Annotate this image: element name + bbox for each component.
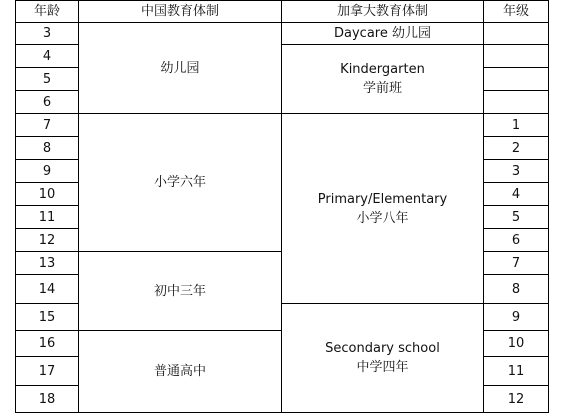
grade-cell bbox=[484, 45, 549, 68]
grade-cell: 3 bbox=[484, 160, 549, 183]
age-cell: 7 bbox=[16, 114, 79, 137]
grade-cell: 10 bbox=[484, 331, 549, 357]
education-system-table bbox=[15, 0, 549, 413]
canada-primary-cn: 小学八年 bbox=[356, 210, 409, 226]
age-cell: 18 bbox=[16, 386, 79, 413]
age-cell: 5 bbox=[16, 68, 79, 91]
canada-secondary-cn: 中学四年 bbox=[356, 360, 409, 375]
age-cell: 6 bbox=[16, 91, 79, 114]
canada-daycare-label: Daycare 幼儿园 bbox=[334, 26, 431, 41]
canada-kindergarten-cell bbox=[282, 45, 484, 114]
china-junior-cell bbox=[79, 252, 282, 331]
china-senior-cell bbox=[79, 331, 282, 413]
grade-cell: 11 bbox=[484, 357, 549, 386]
age-cell: 4 bbox=[16, 45, 79, 68]
grade-cell: 6 bbox=[484, 229, 549, 252]
grade-cell: 4 bbox=[484, 183, 549, 206]
grade-cell: 9 bbox=[484, 304, 549, 331]
grade-cell: 2 bbox=[484, 137, 549, 160]
grade-cell: 1 bbox=[484, 114, 549, 137]
age-cell: 8 bbox=[16, 137, 79, 160]
age-cell: 12 bbox=[16, 229, 79, 252]
header-row bbox=[16, 1, 549, 23]
china-junior-label: 初中三年 bbox=[153, 283, 206, 299]
canada-kindergarten-en: Kindergarten bbox=[340, 62, 425, 77]
table-row bbox=[16, 23, 549, 45]
grade-cell: 5 bbox=[484, 206, 549, 229]
china-kindergarten-label: 幼儿园 bbox=[160, 60, 200, 76]
age-cell: 16 bbox=[16, 331, 79, 357]
age-cell: 10 bbox=[16, 183, 79, 206]
china-primary-label: 小学六年 bbox=[153, 175, 206, 190]
header-canada-system: 加拿大教育体制 bbox=[282, 1, 484, 23]
canada-primary-en: Primary/Elementary bbox=[317, 191, 448, 207]
grade-cell: 7 bbox=[484, 252, 549, 275]
grade-cell bbox=[484, 91, 549, 114]
header-age: 年龄 bbox=[16, 1, 79, 23]
canada-secondary-en: Secondary school bbox=[325, 341, 440, 356]
header-china-system: 中国教育体制 bbox=[79, 1, 282, 23]
header-grade: 年级 bbox=[484, 1, 549, 23]
grade-cell bbox=[484, 23, 549, 45]
age-cell: 13 bbox=[16, 252, 79, 275]
age-cell: 17 bbox=[16, 357, 79, 386]
grade-cell: 8 bbox=[484, 275, 549, 304]
canada-kindergarten-cn: 学前班 bbox=[362, 81, 402, 96]
canada-daycare-cell bbox=[282, 23, 484, 45]
table-row bbox=[16, 114, 549, 137]
age-cell: 9 bbox=[16, 160, 79, 183]
china-senior-label: 普通高中 bbox=[153, 364, 206, 379]
age-cell: 15 bbox=[16, 304, 79, 331]
china-kindergarten-cell bbox=[79, 23, 282, 114]
canada-secondary-cell bbox=[282, 304, 484, 413]
grade-cell: 12 bbox=[484, 386, 549, 413]
age-cell: 11 bbox=[16, 206, 79, 229]
canada-primary-cell bbox=[282, 114, 484, 304]
grade-cell bbox=[484, 68, 549, 91]
age-cell: 14 bbox=[16, 275, 79, 304]
age-cell: 3 bbox=[16, 23, 79, 45]
china-primary-cell bbox=[79, 114, 282, 252]
